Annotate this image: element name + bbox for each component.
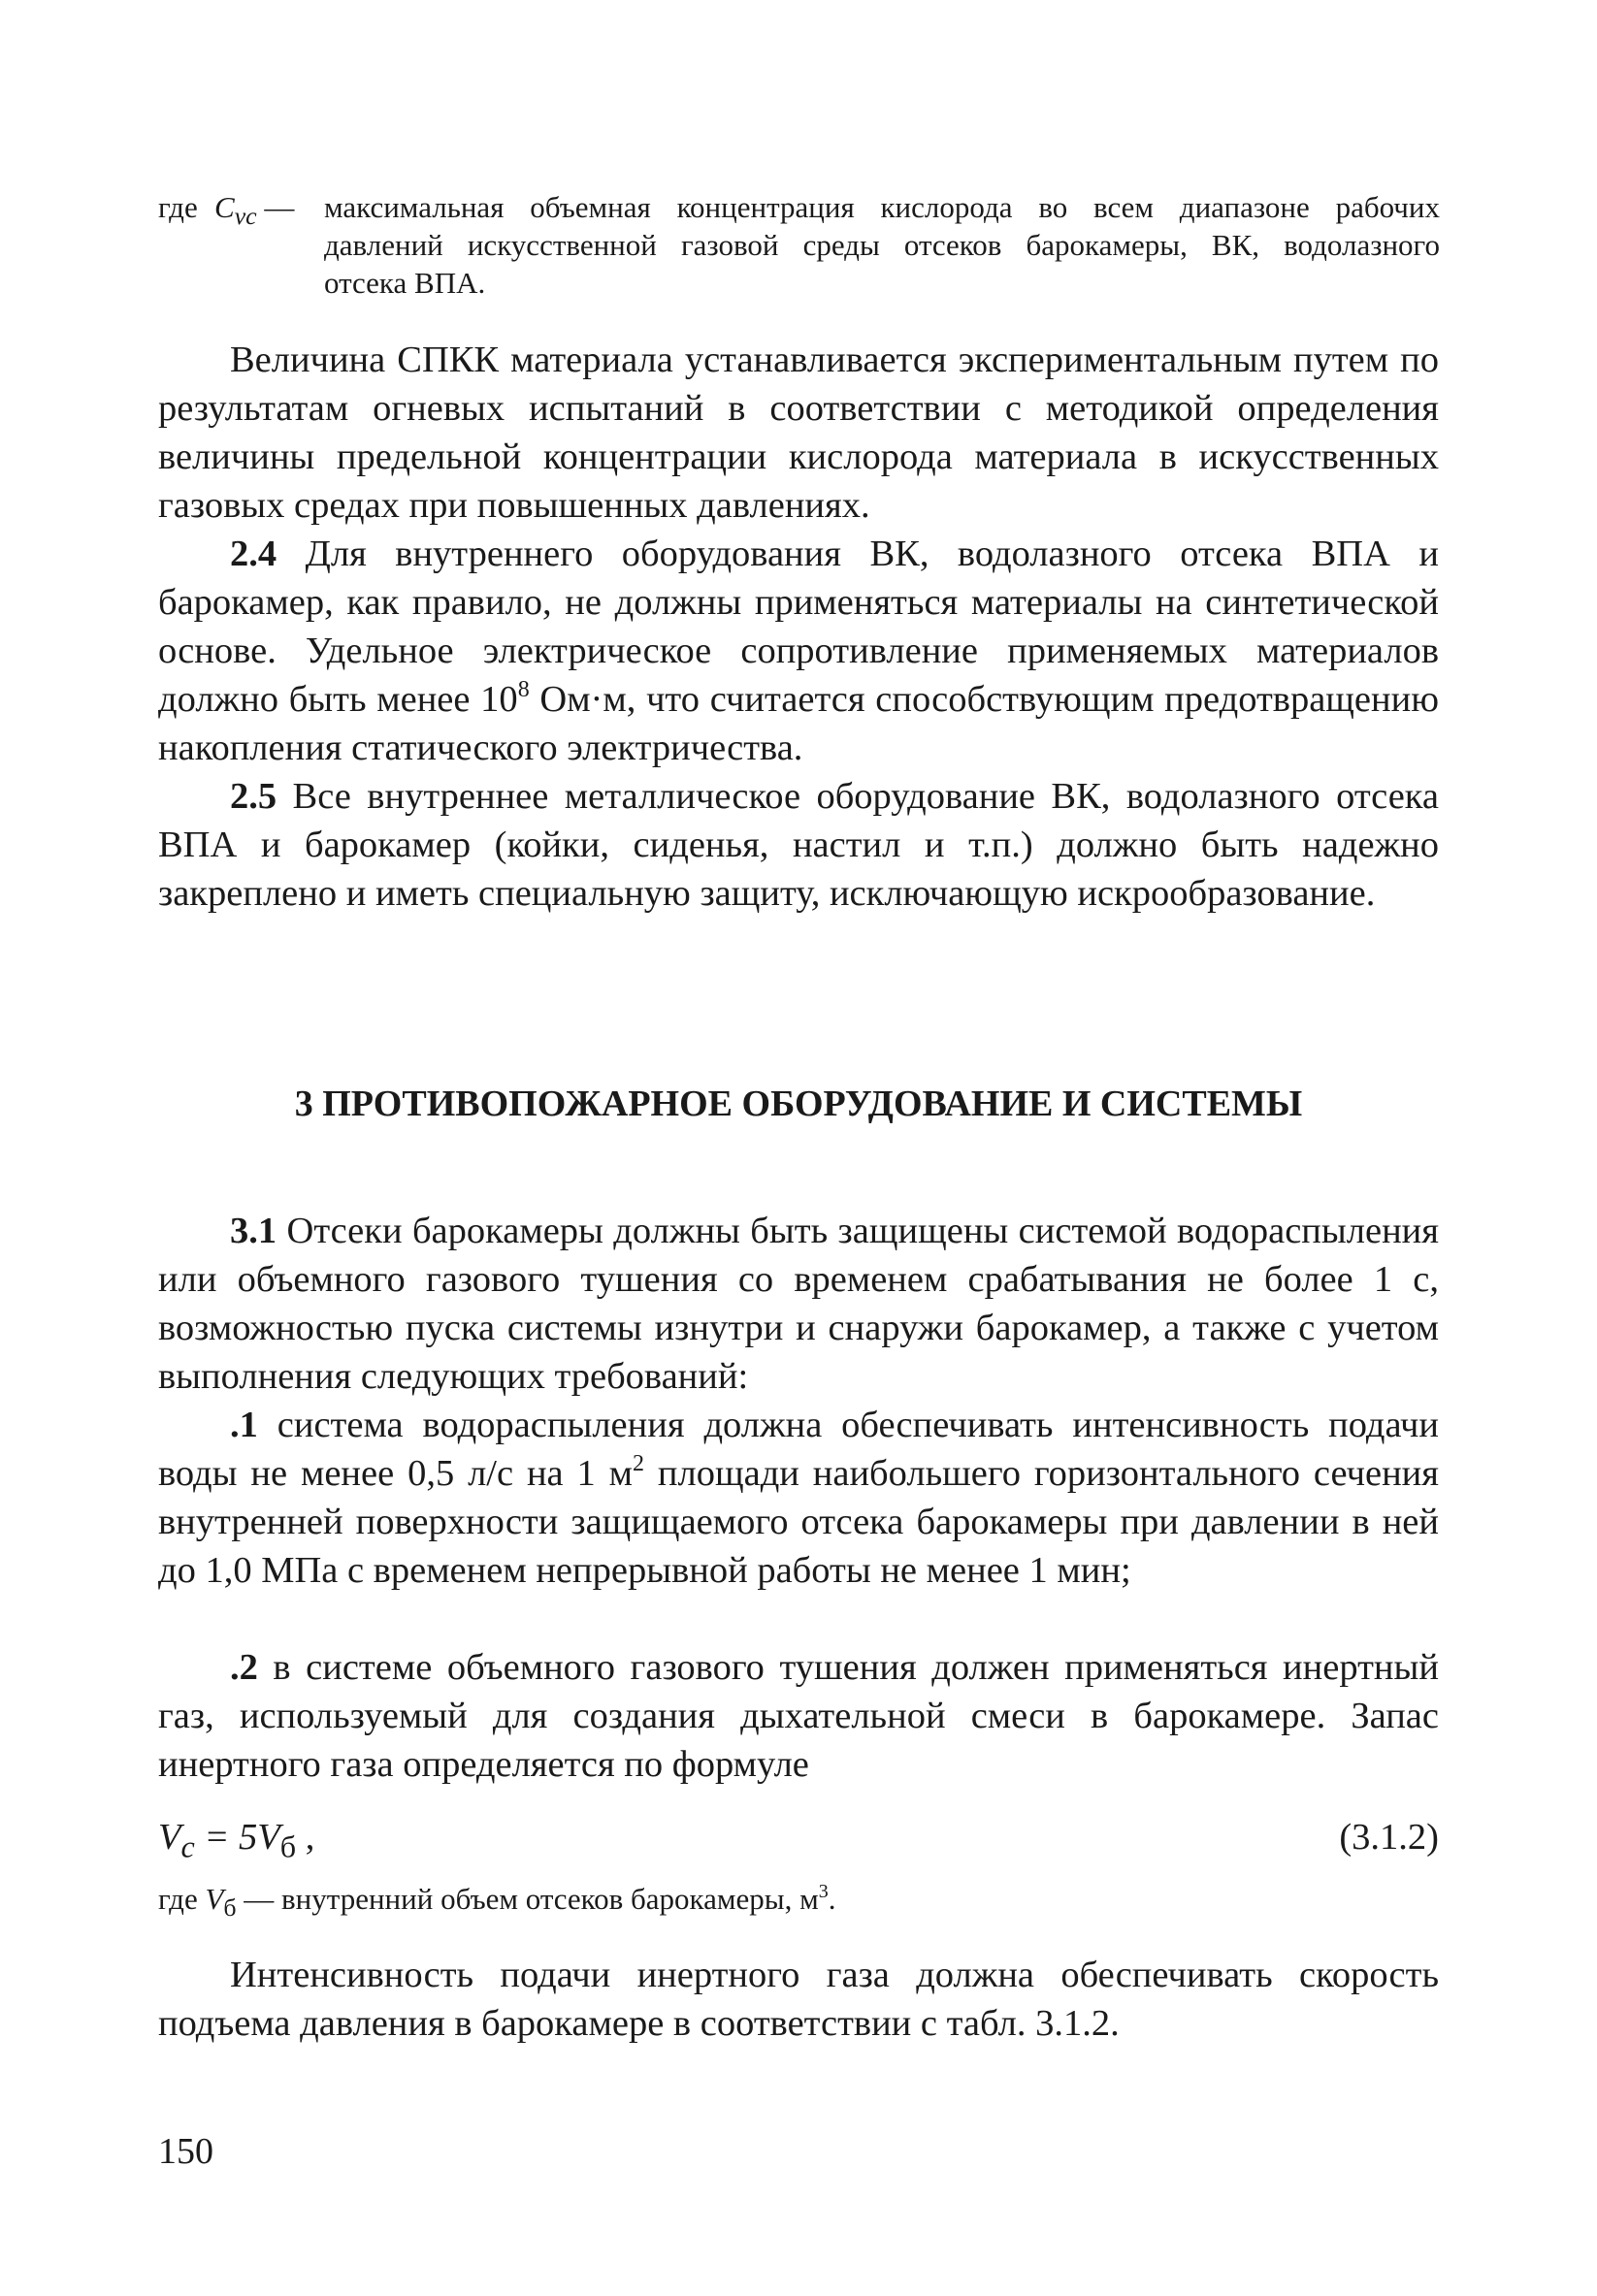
- formula-rhs-sub: б: [279, 1828, 297, 1864]
- exponent: 3: [818, 1881, 829, 1902]
- clause-text: Отсеки барокамеры должны быть защищены системой водораспыления или объемного газового тушения со временем срабатывания не более 1 с, возможностью пуска системы изнутри и снаружи барокамер, а также с учетом выполнения следующих требований:: [158, 1211, 1439, 1397]
- note-line-1: максимальная объемная концентрация кислорода во всем диапазоне рабочих: [324, 190, 1440, 224]
- note-cvc: [158, 188, 1440, 300]
- note-line-2: давлений искусственной газовой среды отсеков барокамеры, ВК, водолазного: [324, 228, 1440, 262]
- note-symbol-letter: C: [214, 190, 235, 224]
- note-symbol-sub: б: [223, 1893, 237, 1923]
- page-number: 150: [158, 2131, 213, 2172]
- formula-tail: ,: [296, 1817, 315, 1858]
- note-vb: [158, 1880, 835, 1927]
- item-text: система водораспыления должна обеспечивать интенсивность подачи воды не менее 0,5 л/с на 1 м: [158, 1405, 1439, 1494]
- note-symbol: [205, 1882, 237, 1923]
- formula-number: (3.1.2): [1339, 1817, 1439, 1858]
- section-heading: 3 ПРОТИВОПОЖАРНОЕ ОБОРУДОВАНИЕ И СИСТЕМЫ: [294, 1083, 1303, 1124]
- clause-text: Для внутреннего оборудования ВК, водолазного отсека ВПА и барокамер, как правило, не должны применяться материалы на синтетической основе. Удельное электрическое сопротивление применяемых материалов должно быть менее 10: [158, 534, 1439, 720]
- note-where: где: [158, 190, 198, 224]
- note-body: [324, 188, 1440, 302]
- clause-number: 2.4: [230, 534, 277, 574]
- note-where: где: [158, 1882, 198, 1916]
- item-1: [158, 1401, 1439, 1595]
- note-end: .: [828, 1882, 836, 1916]
- note-symbol: [214, 190, 257, 231]
- clause-number: 3.1: [230, 1211, 277, 1251]
- note-text: — внутренний объем отсеков барокамеры, м: [236, 1882, 819, 1916]
- clause-number: 2.5: [230, 776, 277, 817]
- clause-text: Все внутреннее металлическое оборудование ВК, водолазного отсека ВПА и барокамер (койки, сиденья, настил и т.п.) должно быть надежно закреплено и иметь специальную защиту, исключающую искрообразование.: [158, 776, 1439, 914]
- formula-rhs: = 5V: [194, 1817, 280, 1858]
- item-number: .2: [230, 1647, 258, 1688]
- clause-text-cont: Ом·м, что считается способствующим предотвращению накопления статического электричества.: [158, 679, 1439, 768]
- formula-lhs-sub: c: [180, 1828, 195, 1864]
- note-symbol-letter: V: [205, 1882, 224, 1916]
- item-number: .1: [230, 1405, 258, 1445]
- item-text: в системе объемного газового тушения должен применяться инертный газ, используемый для создания дыхательной смеси в барокамере. Запас инертного газа определяется по формуле: [158, 1647, 1439, 1785]
- exponent: 8: [517, 677, 530, 702]
- paragraph-2-5: [158, 772, 1439, 918]
- paragraph-spkk: Величина СПКК материала устанавливается экспериментальным путем по результатам огневых испытаний в соответствии с методикой определения величины предельной концентрации кислорода материала в искусственных газовых средах при повышенных давлениях.: [158, 340, 1439, 526]
- paragraph-3-1: [158, 1207, 1439, 1401]
- paragraph-2-4: [158, 530, 1439, 772]
- note-symbol-sub: vc: [234, 202, 257, 231]
- note-dash: —: [256, 190, 295, 224]
- exponent: 2: [633, 1451, 645, 1476]
- item-2: [158, 1643, 1439, 1789]
- paragraph-intensity: Интенсивность подачи инертного газа должна обеспечивать скорость подъема давления в барокамере в соответствии с табл. 3.1.2.: [158, 1955, 1439, 2044]
- formula: [158, 1813, 314, 1871]
- formula-lhs: V: [158, 1817, 181, 1858]
- note-line-3: отсека ВПА.: [324, 266, 486, 300]
- item-text-cont: площади наибольшего горизонтального сечения внутренней поверхности защищаемого отсека барокамеры при давлении в ней до 1,0 МПа с временем непрерывной работы не менее 1 мин;: [158, 1453, 1439, 1591]
